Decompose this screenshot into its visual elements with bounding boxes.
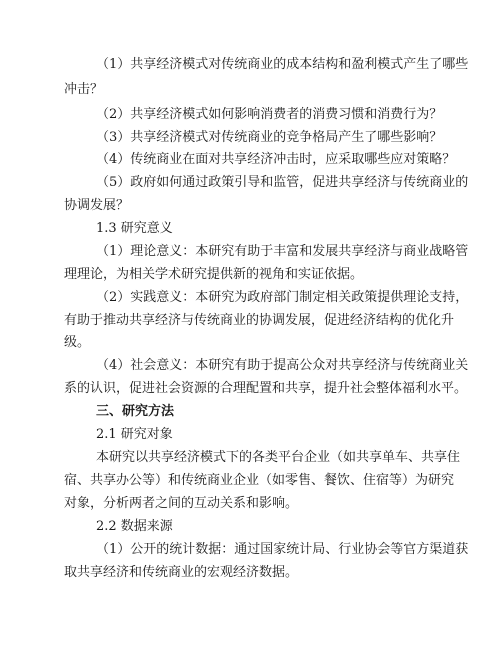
research-object-line-3: 对象，分析两者之间的互动关系和影响。 xyxy=(64,496,299,511)
significance-2-line-2: 有助于推动共享经济与传统商业的协调发展，促进经济结构的优化升 xyxy=(64,313,455,328)
data-source-line-1: （1）公开的统计数据：通过国家统计局、行业协会等官方渠道获 xyxy=(96,542,469,557)
section-heading-1-3: 1.3 研究意义 xyxy=(96,221,173,236)
question-2: （2）共享经济模式如何影响消费者的消费习惯和消费行为？ xyxy=(96,107,443,122)
section-heading-2-2: 2.2 数据来源 xyxy=(96,519,173,534)
significance-1-line-2: 理理论，为相关学术研究提供新的视角和实证依据。 xyxy=(64,267,364,282)
question-5-line-1: （5）政府如何通过政策引导和监管，促进共享经济与传统商业的 xyxy=(96,175,469,190)
research-object-line-2: 宿、共享办公等）和传统商业企业（如零售、餐饮、住宿等）为研究 xyxy=(64,473,455,488)
question-5-line-2: 协调发展？ xyxy=(64,198,130,213)
significance-2-line-1: （2）实践意义：本研究为政府部门制定相关政策提供理论支持， xyxy=(96,290,469,305)
significance-1-line-1: （1）理论意义：本研究有助于丰富和发展共享经济与商业战略管 xyxy=(96,244,469,259)
data-source-line-2: 取共享经济和传统商业的宏观经济数据。 xyxy=(64,565,299,580)
heading-research-methods: 三、研究方法 xyxy=(96,404,175,419)
significance-4-line-1: （4）社会意义：本研究有助于提高公众对共享经济与传统商业关 xyxy=(96,358,469,373)
question-3: （3）共享经济模式对传统商业的竞争格局产生了哪些影响？ xyxy=(96,130,443,145)
question-1-line-1: （1）共享经济模式对传统商业的成本结构和盈利模式产生了哪些 xyxy=(96,57,469,72)
significance-2-line-3: 级。 xyxy=(64,335,91,350)
question-4: （4）传统商业在面对共享经济冲击时，应采取哪些应对策略？ xyxy=(96,152,456,167)
significance-4-line-2: 系的认识，促进社会资源的合理配置和共享，提升社会整体福利水平。 xyxy=(64,381,468,396)
question-1-line-2: 冲击？ xyxy=(64,82,104,97)
section-heading-2-1: 2.1 研究对象 xyxy=(96,427,173,442)
research-object-line-1: 本研究以共享经济模式下的各类平台企业（如共享单车、共享住 xyxy=(96,450,461,465)
